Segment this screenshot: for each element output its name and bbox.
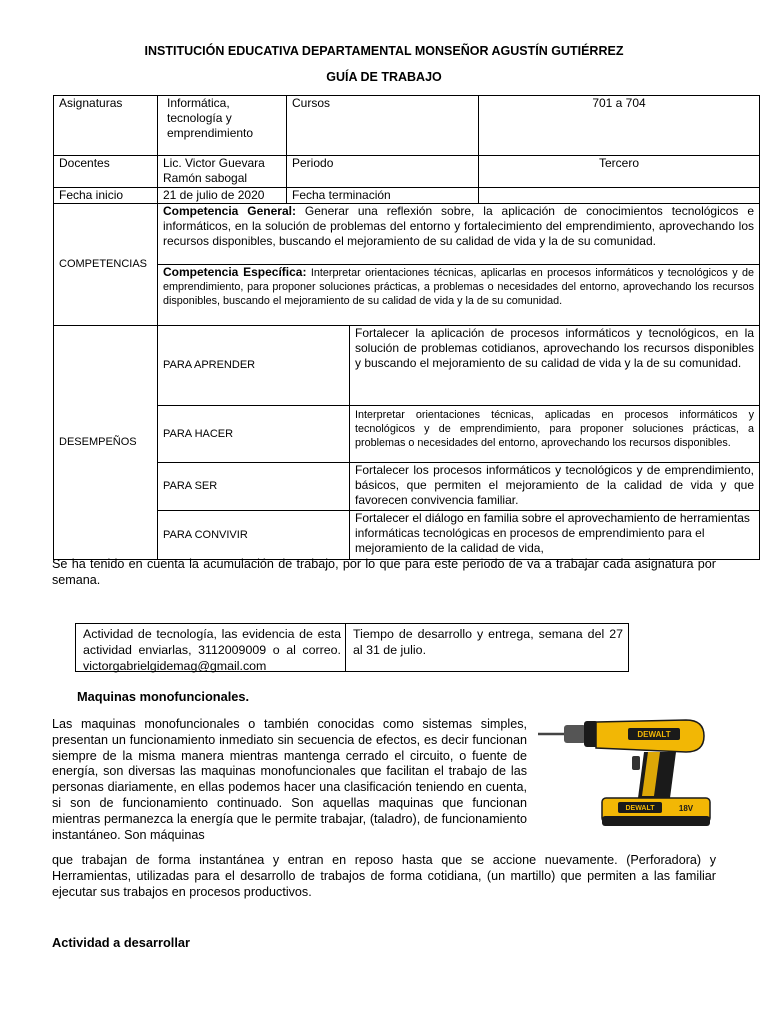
row-fechas [54,188,760,204]
competencias-label: COMPETENCIAS [54,204,158,326]
docentes-value: Lic. Victor Guevara Ramón sabogal [158,156,287,188]
asignaturas-value: Informática, tecnología y emprendimiento [158,96,287,156]
competencia-general-title: Competencia General: [163,204,296,218]
docentes-label: Docentes [54,156,158,188]
activity-deadline: Tiempo de desarrollo y entrega, semana del 27 al 31 de julio. [353,627,623,657]
desempeno-text-convivir: Fortalecer el diálogo en familia sobre el aprovechamiento de herramientas informáticas tecnológicas en procesos de emprendimiento para el mejoramiento de la calidad de vida, [350,511,760,560]
desempeno-label-aprender: PARA APRENDER [158,326,350,406]
guide-title: GUÍA DE TRABAJO [326,70,442,84]
competencia-general [158,204,760,265]
row-docentes [54,156,760,188]
competencia-general-text: Generar una reflexión sobre, la aplicación de conocimientos tecnológicos e informáticos, en la solución de problemas del entorno y fortalecimiento del emprendimiento, aprovechando los recursos disponibles, buscando el mejoramiento de su calidad de vida y la de su comunidad. [163,204,755,248]
asignaturas-label: Asignaturas [54,96,158,156]
activity-heading: Actividad a desarrollar [52,935,190,950]
competencia-especifica-text: Interpretar orientaciones técnicas, aplicarlas en procesos informáticos y tecnológicos y de emprendimiento, para proponer soluciones prácticas, a problemas o necesidades del entorno, aprovechando los recursos disponibles, buscando el mejoramiento de su calidad de vida y la de su comunidad. [163,267,755,307]
drill-brand-text: DEWALT [637,730,671,739]
section-paragraph-part1: Las maquinas monofuncionales o también conocidas como sistemas simples, presentan un funcionamiento inmediato sin secuencia de efectos, es decir funcionan siempre de la misma manera mientras mantenga cerrado el circuito, o fuente de energía, son diversas las maquinas monofuncionales que facilitan el trabajo de las personas diariamente, en ellas podemos hacer una clasificación teniendo en cuenta, si son de funcionamiento continuado. Son aquellas maquinas que funcionan mientras permanezca la energía que le permite trabajar, (taladro), de funcionamiento instantáneo. Son máquinas [52,717,527,842]
fecha-terminacion-value [479,188,760,204]
section-heading: Maquinas monofuncionales. [77,689,250,704]
drill-battery-base [602,816,710,826]
guide-table [53,95,760,560]
desempenos-label: DESEMPEÑOS [54,326,158,560]
drill-image [536,716,715,830]
desempeno-label-hacer: PARA HACER [158,406,350,463]
desempeno-text-hacer: Interpretar orientaciones técnicas, aplicadas en procesos informáticos y tecnológicos y de emprendimiento, para proponer soluciones prácticas, a problemas o necesidades del entorno, aprovechando los recursos disponibles. [350,406,760,463]
cursos-value: 701 a 704 [479,96,760,156]
competencia-especifica-title: Competencia Específica: [163,265,307,279]
battery-brand-text: DEWALT [625,805,655,812]
institution-title: INSTITUCIÓN EDUCATIVA DEPARTAMENTAL MONSEÑOR AGUSTÍN GUTIÉRREZ [144,44,624,58]
row-convivir [54,511,760,560]
desempeno-label-convivir: PARA CONVIVIR [158,511,350,560]
drill-chuck [564,725,586,743]
periodo-value: Tercero [479,156,760,188]
desempeno-text-aprender: Fortalecer la aplicación de procesos informáticos y tecnológicos, en la solución de problemas cotidianos, aprovechando los recursos disponibles y buscando el mejoramiento de su calidad de vida y la de su comunidad. [350,326,760,406]
row-asignaturas [54,96,760,156]
section-paragraph-part2: que trabajan de forma instantánea y entran en reposo hasta que se accione nuevamente. (Perforadora) y Herramientas, utilizadas para el desarrollo de trabajos de forma cotidiana, (un martillo) que permiten a las familiar ejecutar sus trabajos en procesos productivos. [52,853,716,899]
fecha-inicio-value: 21 de julio de 2020 [158,188,287,204]
workload-note: Se ha tenido en cuenta la acumulación de trabajo, por lo que para este periodo de va a trabajar cada asignatura por semana. [52,557,716,587]
periodo-label: Periodo [287,156,479,188]
desempeno-label-ser: PARA SER [158,463,350,511]
fecha-terminacion-label: Fecha terminación [287,188,479,204]
competencia-especifica [158,265,760,326]
row-competencia-especifica [54,265,760,326]
activity-box [75,623,629,672]
row-competencia-general [54,204,760,265]
desempeno-text-ser: Fortalecer los procesos informáticos y tecnológicos y de emprendimiento, básicos, que permiten el mejoramiento de la calidad de vida y que favorecen convivencia familiar. [350,463,760,511]
activity-contact: Actividad de tecnología, las evidencia de esta actividad enviarlas, 3112009009 o al correo. victorgabrielgidemag@gmail.com [76,624,346,671]
battery-volt-text: 18V [678,804,694,813]
row-hacer [54,406,760,463]
fecha-inicio-label: Fecha inicio [54,188,158,204]
row-ser [54,463,760,511]
row-aprender [54,326,760,406]
drill-trigger [632,756,640,770]
cursos-label: Cursos [287,96,479,156]
